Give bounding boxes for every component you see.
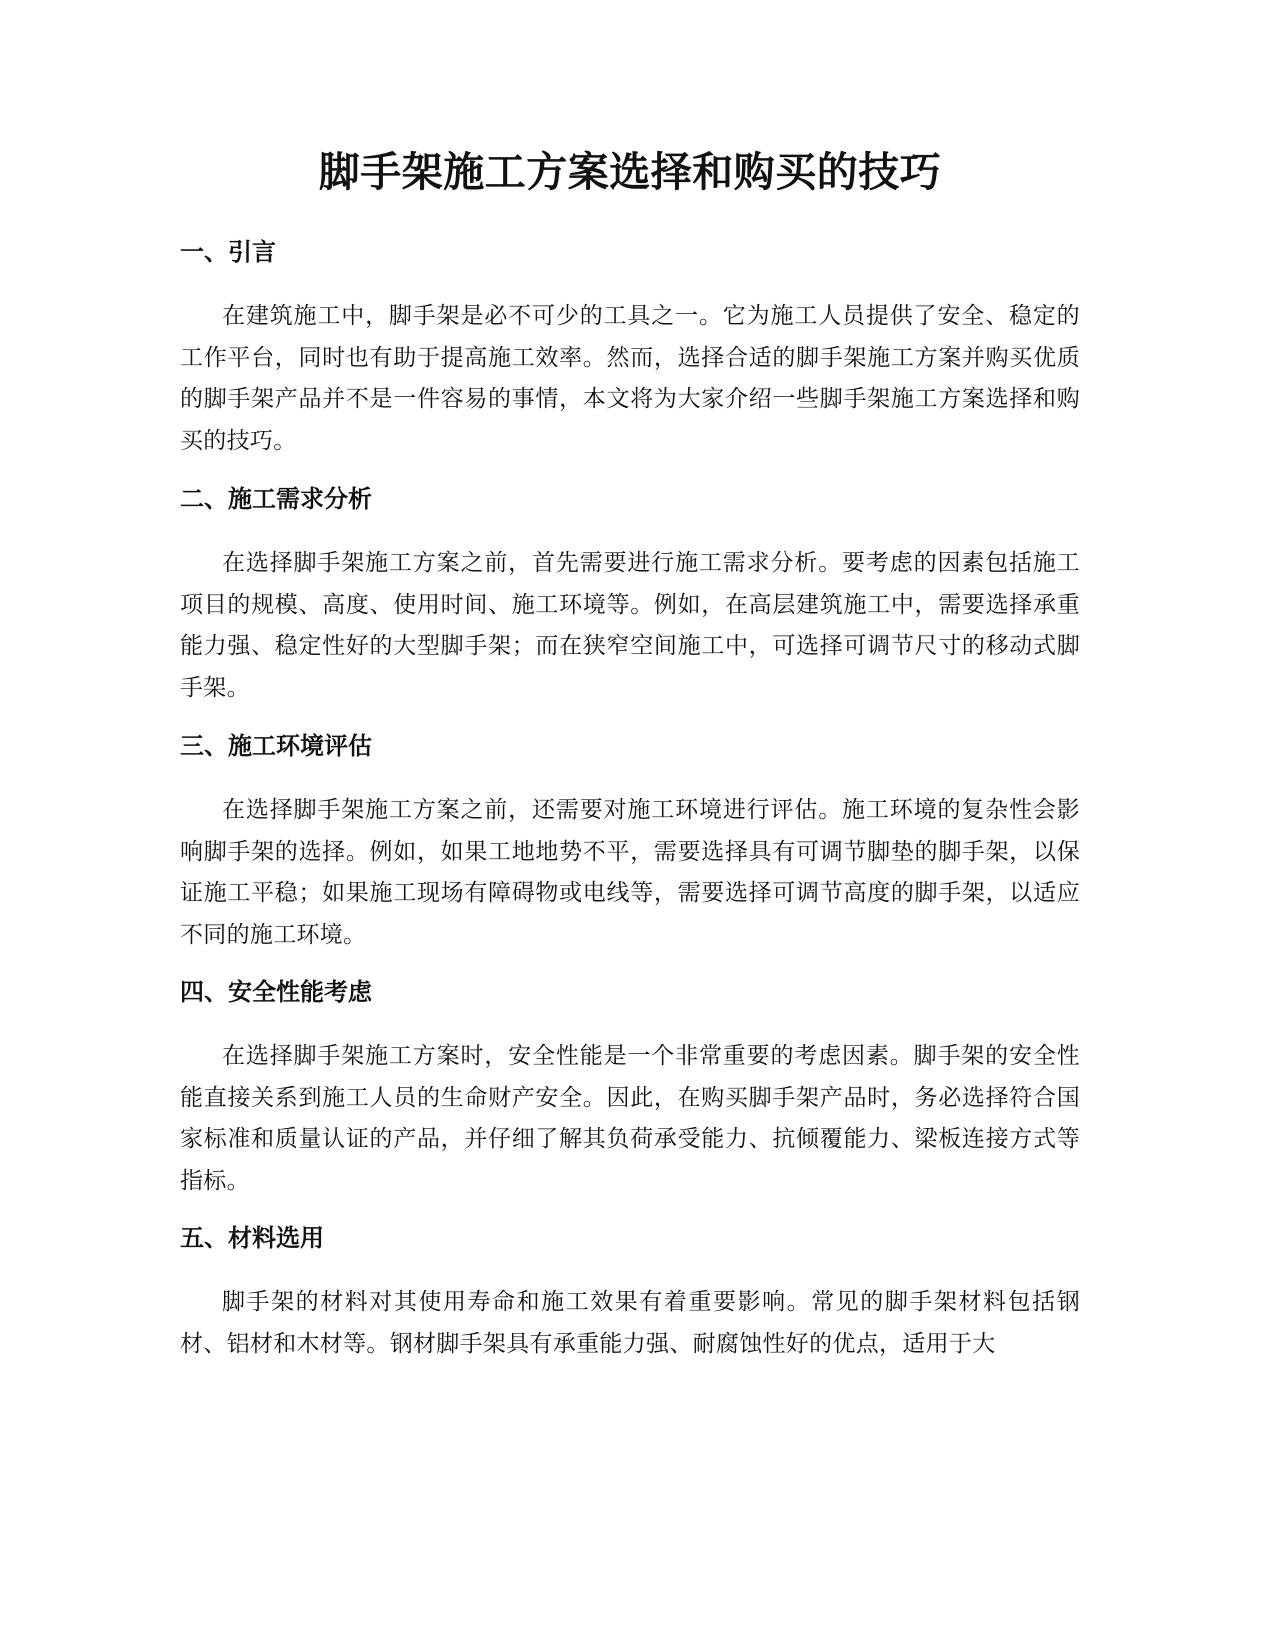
section-paragraph: 在选择脚手架施工方案之前，还需要对施工环境进行评估。施工环境的复杂性会影响脚手架的选择。例如，如果工地地势不平，需要选择具有可调节脚垫的脚手架，以保证施工平稳；如果施工现场有障碍物或电线等，需要选择可调节高度的脚手架，以适应不同的施工环境。 [180,797,1080,948]
section-heading: 四、安全性能考虑 [180,978,372,1006]
document-title: 脚手架施工方案选择和购买的技巧 [318,148,942,196]
section-needs-analysis [180,479,1080,709]
section-paragraph: 在建筑施工中，脚手架是必不可少的工具之一。它为施工人员提供了安全、稳定的工作平台，同时也有助于提高施工效率。然而，选择合适的脚手架施工方案并购买优质的脚手架产品并不是一件容易的事情，本文将为大家介绍一些脚手架施工方案选择和购买的技巧。 [180,303,1080,454]
section-heading: 三、施工环境评估 [180,732,372,760]
section-materials [180,1218,1080,1365]
section-heading: 五、材料选用 [180,1224,324,1252]
section-paragraph: 脚手架的材料对其使用寿命和施工效果有着重要影响。常见的脚手架材料包括钢材、铝材和木材等。钢材脚手架具有承重能力强、耐腐蚀性好的优点，适用于大 [180,1289,1080,1357]
section-safety-performance [180,972,1080,1202]
section-environment-assessment [180,726,1080,956]
section-paragraph: 在选择脚手架施工方案时，安全性能是一个非常重要的考虑因素。脚手架的安全性能直接关系到施工人员的生命财产安全。因此，在购买脚手架产品时，务必选择符合国家标准和质量认证的产品，并仔细了解其负荷承受能力、抗倾覆能力、梁板连接方式等指标。 [180,1043,1080,1194]
section-heading: 一、引言 [180,238,276,266]
section-paragraph: 在选择脚手架施工方案之前，首先需要进行施工需求分析。要考虑的因素包括施工项目的规模、高度、使用时间、施工环境等。例如，在高层建筑施工中，需要选择承重能力强、稳定性好的大型脚手架；而在狭窄空间施工中，可选择可调节尺寸的移动式脚手架。 [180,550,1080,701]
section-heading: 二、施工需求分析 [180,485,372,513]
section-introduction [180,232,1080,462]
